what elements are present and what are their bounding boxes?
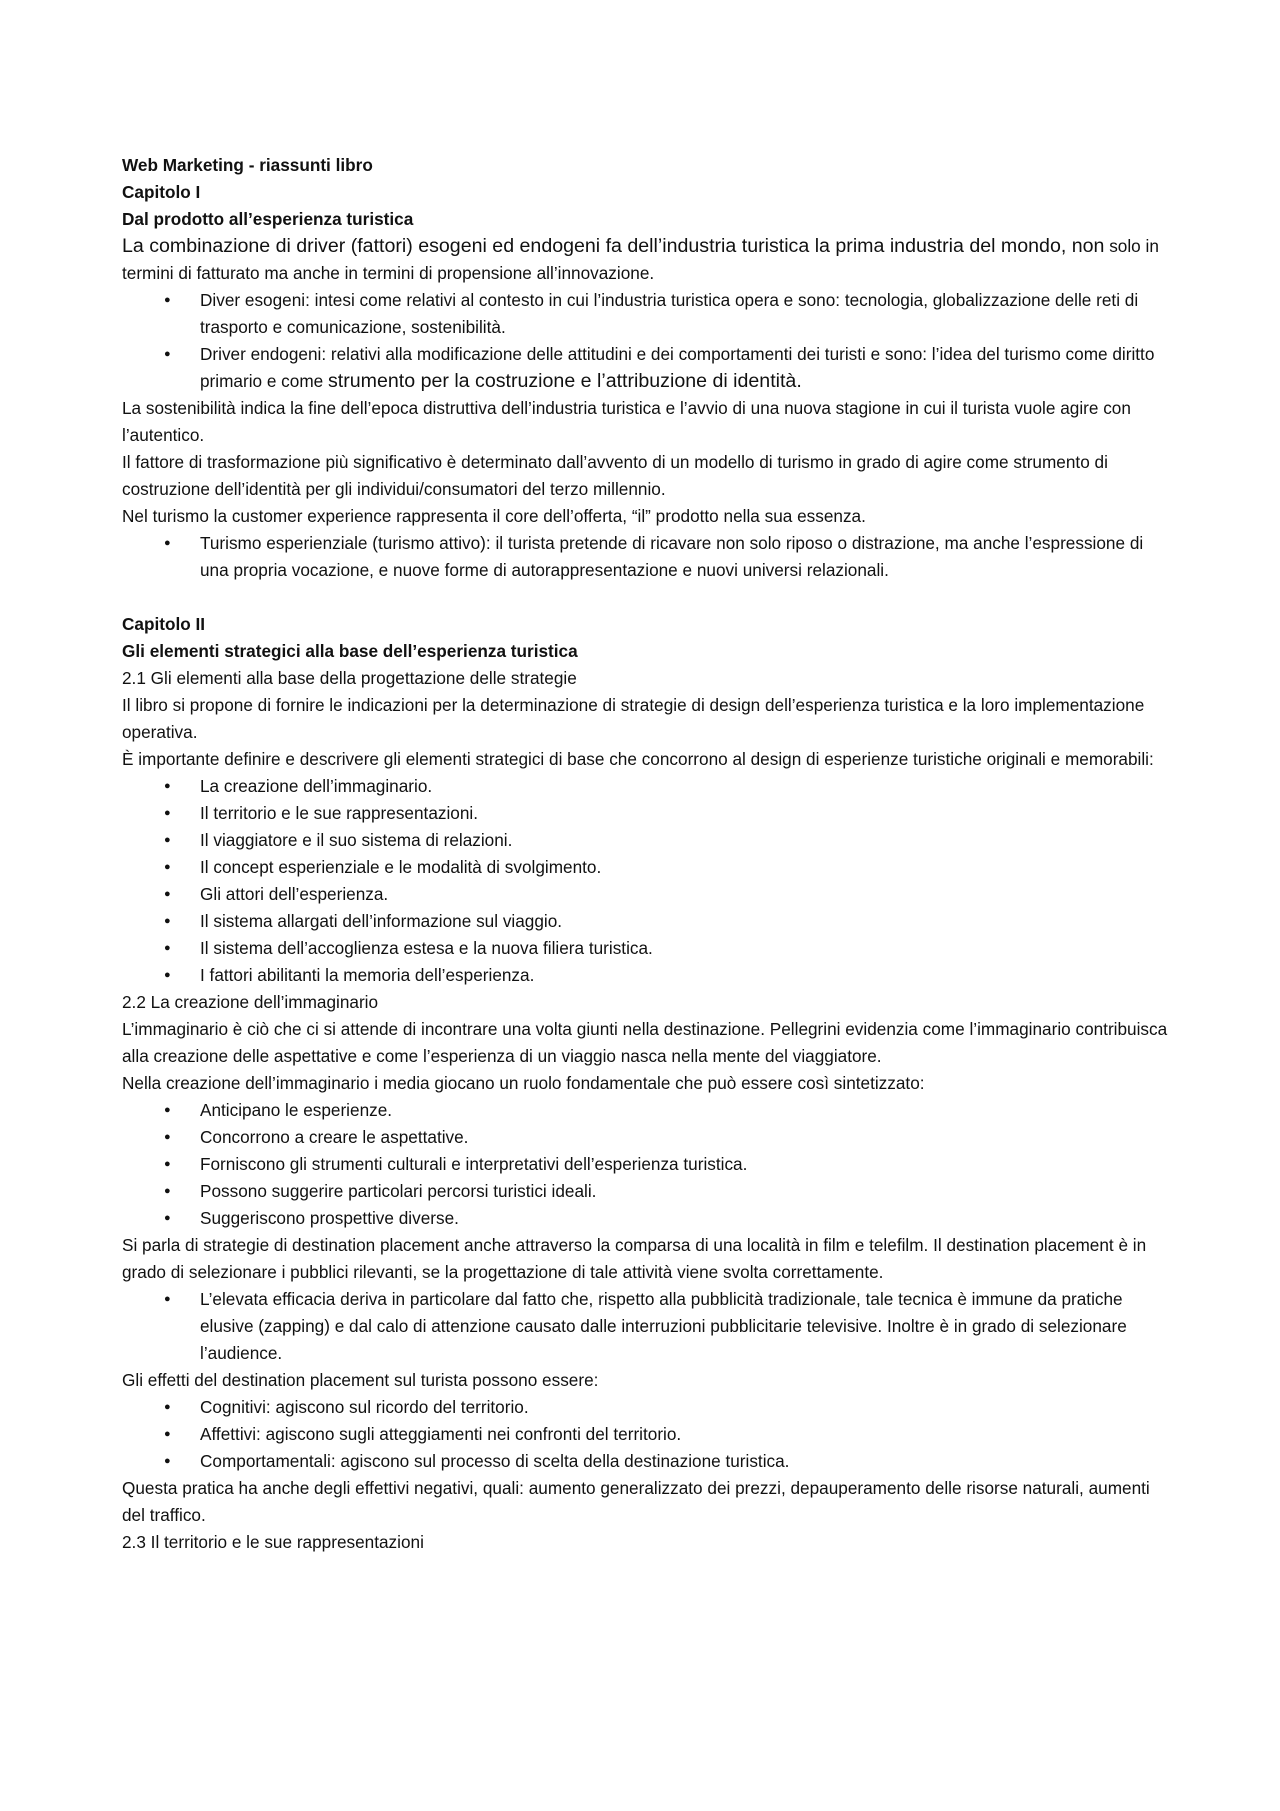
efficacy-list xyxy=(122,1286,1172,1367)
list-item: ● Concorrono a creare le aspettative. xyxy=(122,1124,1172,1151)
document-page xyxy=(122,152,1172,1556)
list-item: ● Turismo esperienziale (turismo attivo): il turista pretende di ricavare non solo riposo o distrazione, ma anche l’espressione di una propria vocazione, e nuove forme di autorappresentazione e nuovi universi relazionali. xyxy=(122,530,1172,584)
list-item xyxy=(122,341,1172,395)
chapter-1-label: Capitolo I xyxy=(122,182,201,202)
list-item: ● Suggeriscono prospettive diverse. xyxy=(122,1205,1172,1232)
list-item: ● L’elevata efficacia deriva in particolare dal fatto che, rispetto alla pubblicità tradizionale, tale tecnica è immune da pratiche elusive (zapping) e dal calo di attenzione causato dalle interruzioni pubblicitarie televisive. Inoltre è in grado di selezionare l’audience. xyxy=(122,1286,1172,1367)
list-item: ● Il concept esperienziale e le modalità di svolgimento. xyxy=(122,854,1172,881)
paragraph: Nel turismo la customer experience rappresenta il core dell’offerta, “il” prodotto nella sua essenza. xyxy=(122,506,866,526)
list-item: ● Comportamentali: agiscono sul processo di scelta della destinazione turistica. xyxy=(122,1448,1172,1475)
intro-large-text: La combinazione di driver (fattori) esogeni ed endogeni fa dell’industria turistica la prima industria del mondo, non xyxy=(122,235,1105,257)
chapter-2-label: Capitolo II xyxy=(122,614,206,634)
strategic-elements-list xyxy=(122,773,1172,989)
list-item: ● La creazione dell’immaginario. xyxy=(122,773,1172,800)
paragraph: L’immaginario è ciò che ci si attende di incontrare una volta giunti nella destinazione. Pellegrini evidenzia come l’immaginario contribuisca alla creazione delle aspettative e come l’esperienza di un viaggio nasca nella mente del viaggiatore. xyxy=(122,1019,1168,1066)
list-item: ● I fattori abilitanti la memoria dell’esperienza. xyxy=(122,962,1172,989)
chapter-1-intro xyxy=(122,233,1172,287)
media-roles-list xyxy=(122,1097,1172,1232)
effects-list xyxy=(122,1394,1172,1475)
section-2-1-title: 2.1 Gli elementi alla base della progettazione delle strategie xyxy=(122,668,577,688)
list-item: ● Gli attori dell’esperienza. xyxy=(122,881,1172,908)
list-item: ● Affettivi: agiscono sugli atteggiamenti nei confronti del territorio. xyxy=(122,1421,1172,1448)
paragraph: Gli effetti del destination placement sul turista possono essere: xyxy=(122,1370,599,1390)
list-item: ● Possono suggerire particolari percorsi turistici ideali. xyxy=(122,1178,1172,1205)
paragraph: È importante definire e descrivere gli elementi strategici di base che concorrono al design di esperienze turistiche originali e memorabili: xyxy=(122,749,1154,769)
experience-list xyxy=(122,530,1172,584)
paragraph: La sostenibilità indica la fine dell’epoca distruttiva dell’industria turistica e l’avvio di una nuova stagione in cui il turista vuole agire con l’autentico. xyxy=(122,398,1131,445)
paragraph: Il libro si propone di fornire le indicazioni per la determinazione di strategie di design dell’esperienza turistica e la loro implementazione operativa. xyxy=(122,695,1145,742)
list-item: ● Il territorio e le sue rappresentazioni. xyxy=(122,800,1172,827)
list-item: ● Forniscono gli strumenti culturali e interpretativi dell’esperienza turistica. xyxy=(122,1151,1172,1178)
list-item: ● Il sistema allargati dell’informazione sul viaggio. xyxy=(122,908,1172,935)
section-2-3-title: 2.3 Il territorio e le sue rappresentazioni xyxy=(122,1532,424,1552)
paragraph: Nella creazione dell’immaginario i media giocano un ruolo fondamentale che può essere così sintetizzato: xyxy=(122,1073,925,1093)
bullet-b-large-text: strumento per la costruzione e l’attribuzione di identità. xyxy=(328,370,802,392)
paragraph: Questa pratica ha anche degli effettivi negativi, quali: aumento generalizzato dei prezzi, depauperamento delle risorse naturali, aumenti del traffico. xyxy=(122,1478,1150,1525)
list-item: ● Anticipano le esperienze. xyxy=(122,1097,1172,1124)
list-item: ● Il sistema dell’accoglienza estesa e la nuova filiera turistica. xyxy=(122,935,1172,962)
chapter-2-title: Gli elementi strategici alla base dell’esperienza turistica xyxy=(122,641,578,661)
paragraph: Si parla di strategie di destination placement anche attraverso la comparsa di una località in film e telefilm. Il destination placement è in grado di selezionare i pubblici rilevanti, se la progettazione di tale attività viene svolta correttamente. xyxy=(122,1235,1147,1282)
list-item: ● Cognitivi: agiscono sul ricordo del territorio. xyxy=(122,1394,1172,1421)
section-2-2-title: 2.2 La creazione dell’immaginario xyxy=(122,992,379,1012)
document-title: Web Marketing - riassunti libro xyxy=(122,155,373,175)
bullet-b-text: Driver endogeni: relativi alla modificazione delle attitudini e dei comportamenti dei turisti e sono: l’idea del turismo come diritto primario e come xyxy=(200,344,1155,391)
list-item: ● Diver esogeni: intesi come relativi al contesto in cui l’industria turistica opera e sono: tecnologia, globalizzazione delle reti di trasporto e comunicazione, sostenibilità. xyxy=(122,287,1172,341)
list-item: ● Il viaggiatore e il suo sistema di relazioni. xyxy=(122,827,1172,854)
driver-list xyxy=(122,287,1172,395)
section-spacer xyxy=(122,584,1172,611)
chapter-1-title: Dal prodotto all’esperienza turistica xyxy=(122,209,414,229)
paragraph: Il fattore di trasformazione più significativo è determinato dall’avvento di un modello di turismo in grado di agire come strumento di costruzione dell’identità per gli individui/consumatori del terzo millennio. xyxy=(122,452,1108,499)
intro-rest-text: solo in termini di fatturato ma anche in termini di propensione all’innovazione. xyxy=(122,236,1159,283)
